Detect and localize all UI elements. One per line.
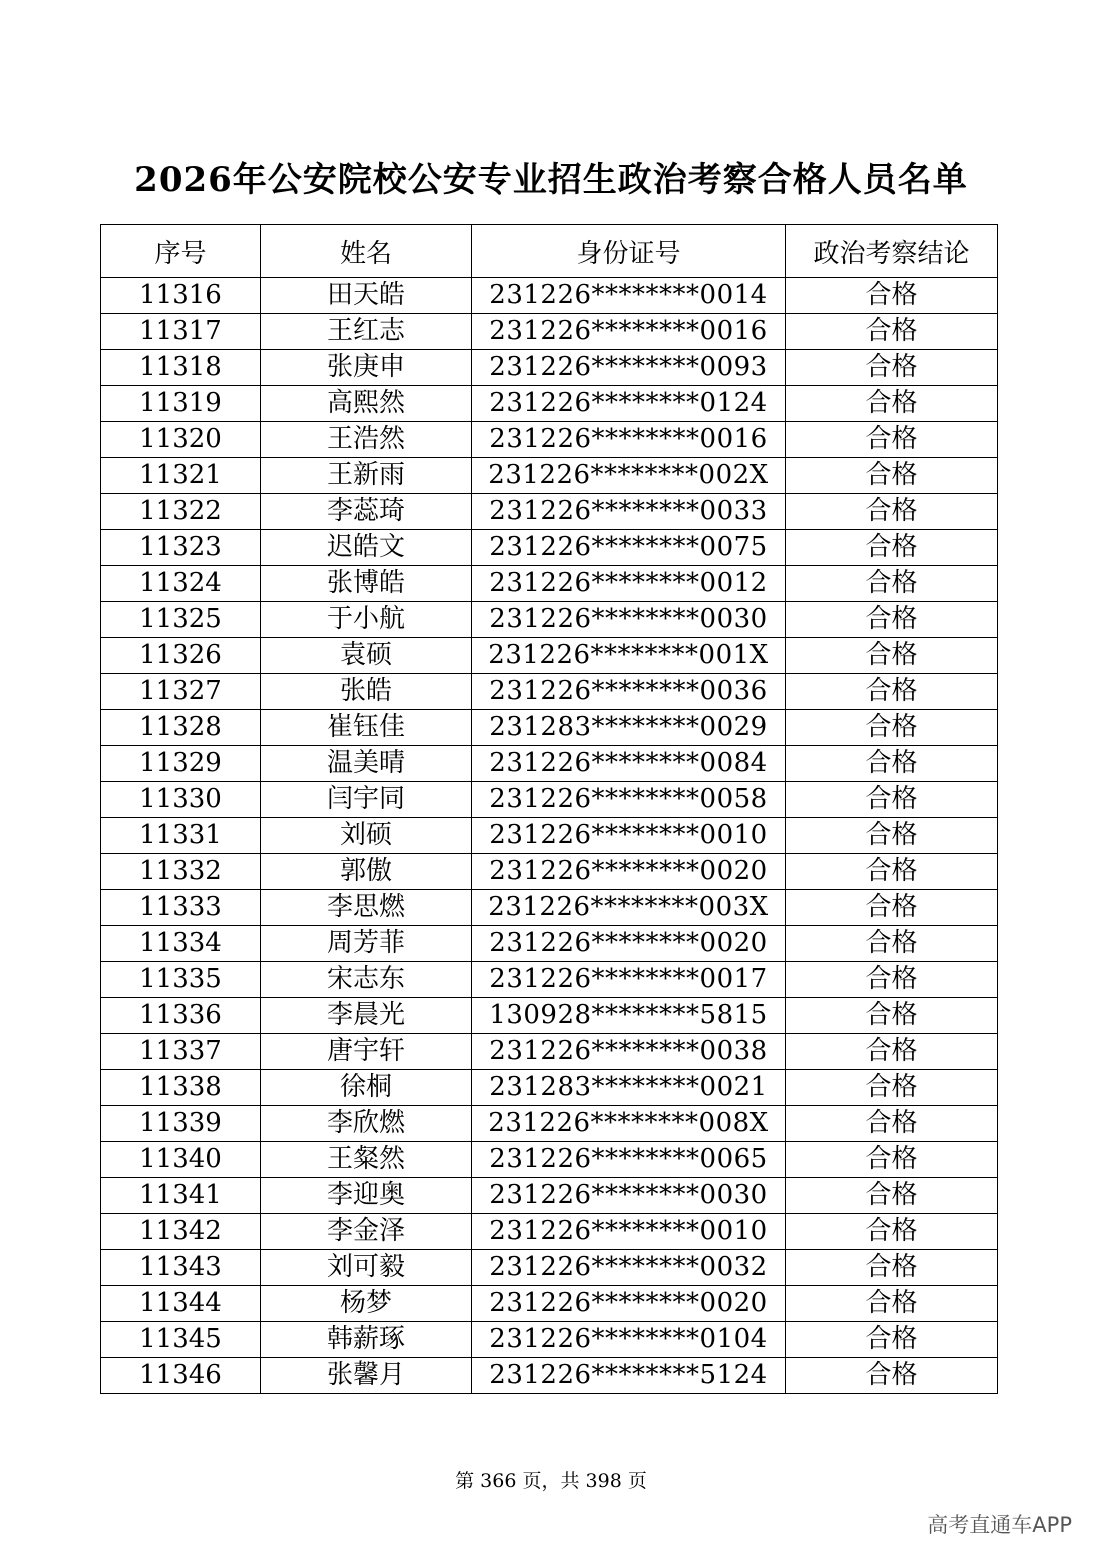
table-row [101, 1358, 998, 1394]
cell-name: 李迎奥 [261, 1178, 472, 1214]
table-row [101, 278, 998, 314]
table-row [101, 314, 998, 350]
cell-conclusion: 合格 [786, 278, 998, 314]
cell-conclusion: 合格 [786, 350, 998, 386]
cell-name: 袁硕 [261, 638, 472, 674]
cell-id-number: 231226********0020 [472, 854, 786, 890]
cell-name: 张皓 [261, 674, 472, 710]
cell-id-number: 231226********0065 [472, 1142, 786, 1178]
cell-id-number: 231226********003X [472, 890, 786, 926]
table-row [101, 854, 998, 890]
cell-conclusion: 合格 [786, 1250, 998, 1286]
cell-conclusion: 合格 [786, 1034, 998, 1070]
cell-serial-number: 11319 [101, 386, 261, 422]
cell-name: 张馨月 [261, 1358, 472, 1394]
cell-name: 张庚申 [261, 350, 472, 386]
cell-serial-number: 11340 [101, 1142, 261, 1178]
cell-serial-number: 11329 [101, 746, 261, 782]
cell-conclusion: 合格 [786, 998, 998, 1034]
cell-id-number: 231226********0017 [472, 962, 786, 998]
cell-name: 唐宇轩 [261, 1034, 472, 1070]
cell-serial-number: 11328 [101, 710, 261, 746]
cell-id-number: 231226********5124 [472, 1358, 786, 1394]
table-row [101, 1034, 998, 1070]
cell-conclusion: 合格 [786, 818, 998, 854]
table-row [101, 746, 998, 782]
table-row [101, 782, 998, 818]
cell-name: 徐桐 [261, 1070, 472, 1106]
watermark-logo: 高考直通车APP [927, 1513, 1072, 1537]
header-serial-number: 序号 [101, 225, 261, 278]
cell-id-number: 231283********0029 [472, 710, 786, 746]
table-header-row [101, 225, 998, 278]
cell-conclusion: 合格 [786, 1070, 998, 1106]
table-row [101, 530, 998, 566]
cell-serial-number: 11323 [101, 530, 261, 566]
cell-name: 李金泽 [261, 1214, 472, 1250]
cell-name: 宋志东 [261, 962, 472, 998]
cell-id-number: 231226********008X [472, 1106, 786, 1142]
cell-serial-number: 11342 [101, 1214, 261, 1250]
table-row [101, 710, 998, 746]
cell-id-number: 231226********0075 [472, 530, 786, 566]
cell-serial-number: 11344 [101, 1286, 261, 1322]
cell-conclusion: 合格 [786, 1142, 998, 1178]
cell-name: 刘硕 [261, 818, 472, 854]
cell-id-number: 231226********0016 [472, 314, 786, 350]
table-row [101, 638, 998, 674]
cell-id-number: 231226********0038 [472, 1034, 786, 1070]
table-row [101, 890, 998, 926]
cell-conclusion: 合格 [786, 314, 998, 350]
table-row [101, 1214, 998, 1250]
cell-conclusion: 合格 [786, 386, 998, 422]
cell-id-number: 231226********0032 [472, 1250, 786, 1286]
table-row [101, 458, 998, 494]
cell-conclusion: 合格 [786, 1106, 998, 1142]
cell-conclusion: 合格 [786, 962, 998, 998]
cell-id-number: 231226********0010 [472, 818, 786, 854]
cell-serial-number: 11321 [101, 458, 261, 494]
cell-conclusion: 合格 [786, 566, 998, 602]
cell-name: 李蕊琦 [261, 494, 472, 530]
cell-id-number: 231226********0093 [472, 350, 786, 386]
table-row [101, 602, 998, 638]
document-title: 2026年公安院校公安专业招生政治考察合格人员名单 [134, 160, 968, 200]
cell-serial-number: 11341 [101, 1178, 261, 1214]
cell-serial-number: 11324 [101, 566, 261, 602]
cell-id-number: 231226********0104 [472, 1322, 786, 1358]
cell-name: 崔钰佳 [261, 710, 472, 746]
table-row [101, 998, 998, 1034]
cell-conclusion: 合格 [786, 422, 998, 458]
cell-conclusion: 合格 [786, 638, 998, 674]
cell-serial-number: 11336 [101, 998, 261, 1034]
table-row [101, 386, 998, 422]
cell-serial-number: 11345 [101, 1322, 261, 1358]
cell-name: 刘可毅 [261, 1250, 472, 1286]
cell-id-number: 231226********0124 [472, 386, 786, 422]
cell-name: 温美晴 [261, 746, 472, 782]
table-row [101, 1250, 998, 1286]
cell-name: 闫宇同 [261, 782, 472, 818]
table-row [101, 818, 998, 854]
cell-name: 王新雨 [261, 458, 472, 494]
cell-serial-number: 11325 [101, 602, 261, 638]
cell-serial-number: 11333 [101, 890, 261, 926]
cell-id-number: 231226********0020 [472, 926, 786, 962]
cell-serial-number: 11343 [101, 1250, 261, 1286]
cell-id-number: 231226********0036 [472, 674, 786, 710]
cell-serial-number: 11330 [101, 782, 261, 818]
cell-name: 杨梦 [261, 1286, 472, 1322]
cell-conclusion: 合格 [786, 458, 998, 494]
cell-serial-number: 11346 [101, 1358, 261, 1394]
table-row [101, 962, 998, 998]
table-row [101, 422, 998, 458]
cell-name: 郭傲 [261, 854, 472, 890]
cell-id-number: 231226********0010 [472, 1214, 786, 1250]
cell-conclusion: 合格 [786, 530, 998, 566]
cell-conclusion: 合格 [786, 674, 998, 710]
cell-name: 李晨光 [261, 998, 472, 1034]
cell-name: 王红志 [261, 314, 472, 350]
cell-conclusion: 合格 [786, 1322, 998, 1358]
cell-serial-number: 11322 [101, 494, 261, 530]
cell-name: 高熙然 [261, 386, 472, 422]
cell-serial-number: 11327 [101, 674, 261, 710]
cell-name: 于小航 [261, 602, 472, 638]
cell-name: 周芳菲 [261, 926, 472, 962]
cell-id-number: 231226********0084 [472, 746, 786, 782]
cell-serial-number: 11335 [101, 962, 261, 998]
cell-conclusion: 合格 [786, 890, 998, 926]
cell-serial-number: 11331 [101, 818, 261, 854]
cell-name: 田天皓 [261, 278, 472, 314]
table-row [101, 1142, 998, 1178]
table-body [101, 278, 998, 1394]
cell-conclusion: 合格 [786, 1214, 998, 1250]
cell-name: 李欣燃 [261, 1106, 472, 1142]
cell-id-number: 231226********0033 [472, 494, 786, 530]
cell-conclusion: 合格 [786, 854, 998, 890]
cell-name: 王粲然 [261, 1142, 472, 1178]
cell-id-number: 231226********0014 [472, 278, 786, 314]
cell-conclusion: 合格 [786, 710, 998, 746]
cell-name: 王浩然 [261, 422, 472, 458]
header-conclusion: 政治考察结论 [786, 225, 998, 278]
cell-id-number: 231226********0020 [472, 1286, 786, 1322]
cell-id-number: 231283********0021 [472, 1070, 786, 1106]
cell-conclusion: 合格 [786, 1358, 998, 1394]
cell-conclusion: 合格 [786, 926, 998, 962]
cell-conclusion: 合格 [786, 494, 998, 530]
cell-serial-number: 11326 [101, 638, 261, 674]
cell-id-number: 130928********5815 [472, 998, 786, 1034]
table-row [101, 674, 998, 710]
cell-serial-number: 11338 [101, 1070, 261, 1106]
table-row [101, 1106, 998, 1142]
cell-serial-number: 11317 [101, 314, 261, 350]
cell-conclusion: 合格 [786, 1178, 998, 1214]
cell-conclusion: 合格 [786, 782, 998, 818]
cell-serial-number: 11320 [101, 422, 261, 458]
cell-serial-number: 11316 [101, 278, 261, 314]
cell-serial-number: 11339 [101, 1106, 261, 1142]
cell-id-number: 231226********001X [472, 638, 786, 674]
cell-conclusion: 合格 [786, 1286, 998, 1322]
header-name: 姓名 [261, 225, 472, 278]
page-number: 第 366 页，共 398 页 [455, 1470, 647, 1492]
table-row [101, 350, 998, 386]
cell-serial-number: 11318 [101, 350, 261, 386]
cell-id-number: 231226********0012 [472, 566, 786, 602]
table-row [101, 1070, 998, 1106]
cell-id-number: 231226********0058 [472, 782, 786, 818]
cell-conclusion: 合格 [786, 746, 998, 782]
cell-conclusion: 合格 [786, 602, 998, 638]
table-row [101, 1322, 998, 1358]
cell-name: 韩薪琢 [261, 1322, 472, 1358]
cell-serial-number: 11334 [101, 926, 261, 962]
cell-name: 李思燃 [261, 890, 472, 926]
cell-id-number: 231226********0016 [472, 422, 786, 458]
qualified-roster-table [100, 224, 998, 1394]
cell-name: 迟皓文 [261, 530, 472, 566]
table-row [101, 566, 998, 602]
table-row [101, 494, 998, 530]
cell-id-number: 231226********0030 [472, 1178, 786, 1214]
header-id-number: 身份证号 [472, 225, 786, 278]
cell-name: 张博皓 [261, 566, 472, 602]
cell-id-number: 231226********002X [472, 458, 786, 494]
table-row [101, 926, 998, 962]
table-row [101, 1286, 998, 1322]
cell-id-number: 231226********0030 [472, 602, 786, 638]
cell-serial-number: 11332 [101, 854, 261, 890]
table-row [101, 1178, 998, 1214]
cell-serial-number: 11337 [101, 1034, 261, 1070]
